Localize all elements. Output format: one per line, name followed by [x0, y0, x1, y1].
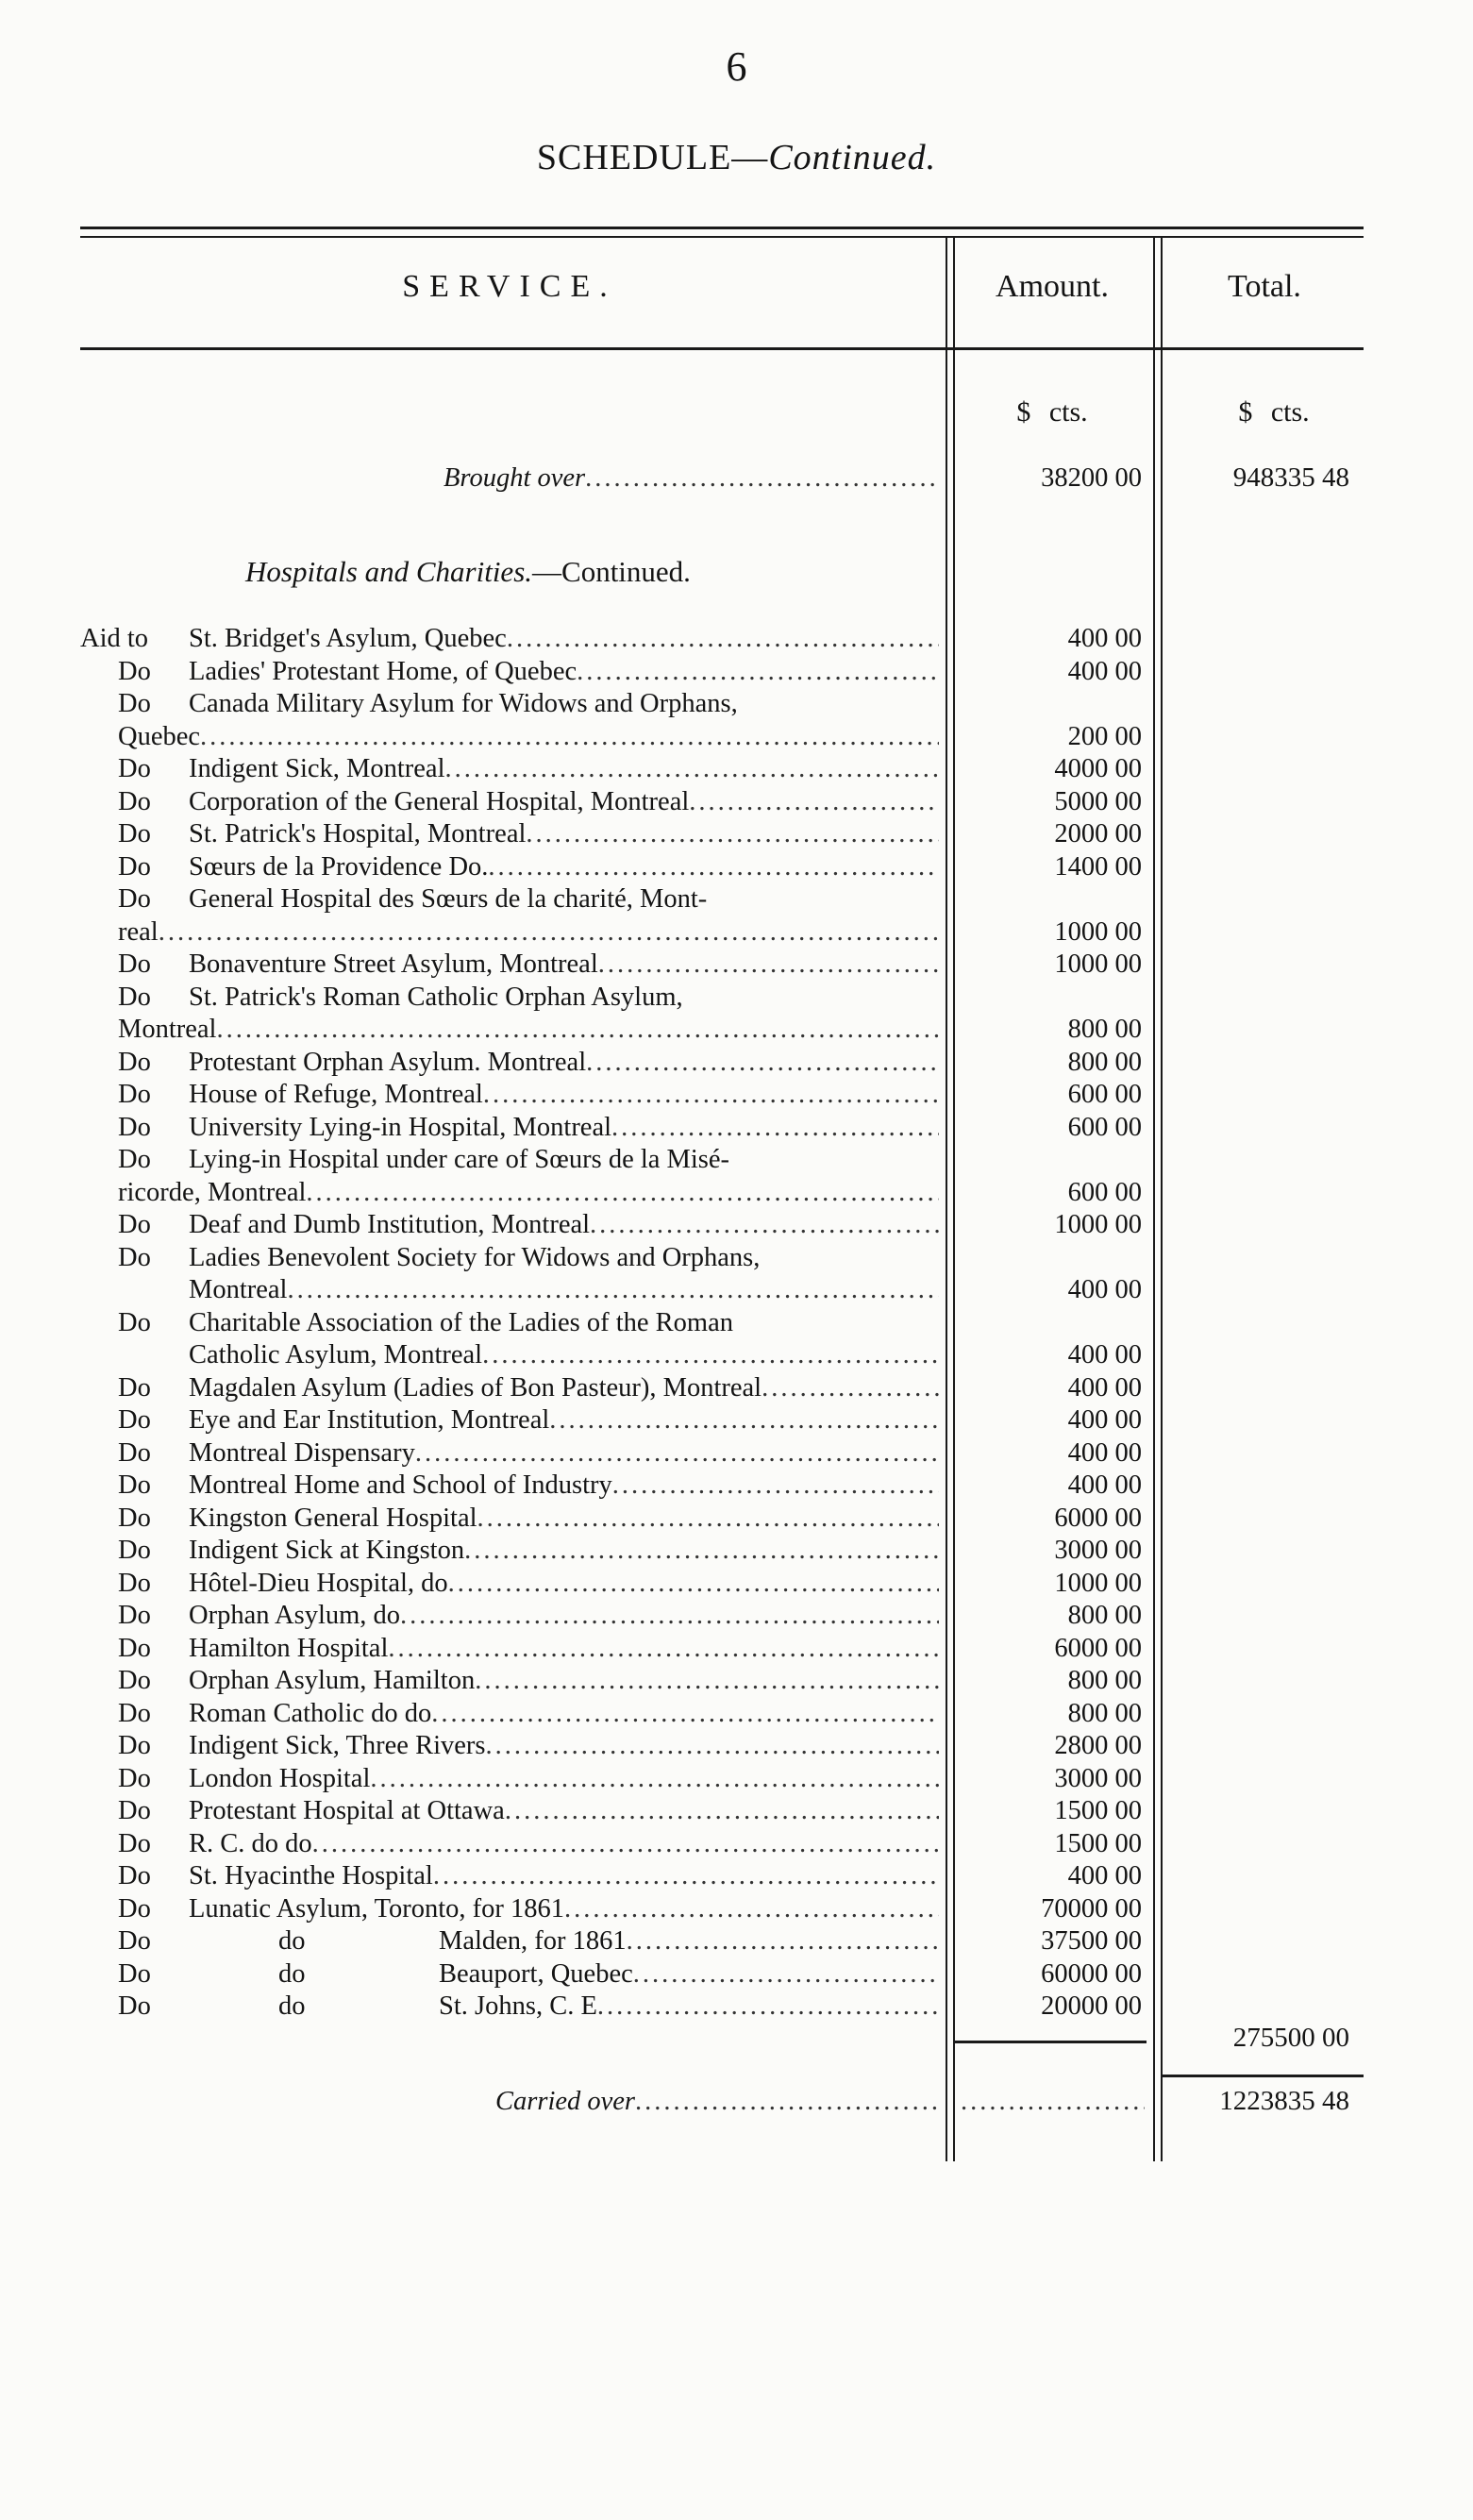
row-prefix: Do [118, 1991, 151, 2021]
row-amount: 1000 00 [1054, 949, 1142, 979]
row-prefix: Do [118, 1242, 151, 1272]
row-prefix: Do [118, 982, 151, 1012]
row-amount: 6000 00 [1054, 1503, 1142, 1533]
brought-over-amount: 38200 00 [1041, 463, 1142, 493]
row-amount: 400 00 [1067, 1861, 1142, 1890]
row-prefix: Do [118, 1731, 151, 1760]
row-amount: 400 00 [1067, 1340, 1142, 1369]
subtotal-total: 275500 00 [1232, 2023, 1349, 2053]
row-service-text: General Hospital des Sœurs de la charité, Mont- [189, 884, 708, 914]
row-amount: 800 00 [1067, 1698, 1142, 1728]
row-amount: 400 00 [1067, 624, 1142, 653]
column-header-amount: Amount. [996, 269, 1109, 304]
row-prefix: Do [118, 1145, 151, 1174]
row-prefix: Do [118, 656, 151, 686]
row-amount: 800 00 [1067, 1015, 1142, 1044]
row-prefix: Do [118, 786, 151, 816]
row-amount: 400 00 [1067, 1437, 1142, 1468]
page-number: 6 [726, 43, 747, 90]
row-service-text: real [118, 916, 159, 947]
total-units: $ cts. [1238, 396, 1310, 428]
title-main: SCHEDULE— [536, 138, 769, 177]
row-amount: 1500 00 [1054, 1796, 1142, 1825]
row-service-text: Orphan Asylum, Hamilton [189, 1666, 476, 1695]
row-amount: 1000 00 [1054, 916, 1142, 947]
row-service-text: Bonaventure Street Asylum, Montreal [189, 949, 598, 979]
row-service-text: Orphan Asylum, do [189, 1601, 401, 1630]
row-service-text: Deaf and Dumb Institution, Montreal [189, 1210, 591, 1239]
row-service-text: Lying-in Hospital under care of Sœurs de la Misé- [189, 1145, 730, 1174]
row-service-text: Indigent Sick at Kingston [189, 1536, 465, 1565]
carried-over-label: Carried over [495, 2087, 636, 2116]
row-service-text: St. Johns, C. E [439, 1991, 597, 2021]
column-header-total: Total. [1228, 269, 1301, 304]
row-service-text: Montreal Dispensary [189, 1437, 415, 1468]
row-prefix: Do [118, 1307, 151, 1337]
row-service-text: Quebec [118, 721, 201, 751]
row-prefix: Do [118, 1763, 151, 1793]
row-service-text: Lunatic Asylum, Toronto, for 1861 [189, 1893, 565, 1924]
row-service-text: Corporation of the General Hospital, Montreal [189, 786, 690, 816]
row-prefix: Do [118, 1861, 151, 1890]
row-prefix: Do [118, 1080, 151, 1109]
row-prefix: Do [118, 1698, 151, 1728]
row-service-text: Montreal [189, 1275, 288, 1304]
amount-subtotal-rule [953, 2041, 1147, 2043]
row-ditto: do [278, 1991, 306, 2021]
row-amount: 200 00 [1067, 721, 1142, 751]
row-prefix: Aid to [80, 624, 149, 653]
row-prefix: Do [118, 1666, 151, 1695]
row-prefix: Do [118, 884, 151, 914]
row-prefix: Do [118, 1796, 151, 1825]
row-service-text: Hôtel-Dieu Hospital, do [189, 1568, 448, 1598]
row-service-text: Sœurs de la Providence Do. [189, 851, 489, 882]
row-service-text: Canada Military Asylum for Widows and Orphans, [189, 689, 738, 718]
row-prefix: Do [118, 1437, 151, 1468]
row-service-text: St. Hyacinthe Hospital [189, 1861, 433, 1890]
row-prefix: Do [118, 1470, 151, 1500]
row-prefix: Do [118, 1828, 151, 1858]
row-prefix: Do [118, 851, 151, 882]
row-prefix: Do [118, 1893, 151, 1924]
row-amount: 600 00 [1067, 1177, 1142, 1207]
row-service-text: Montreal [118, 1015, 217, 1044]
row-amount: 1000 00 [1054, 1210, 1142, 1239]
row-service-text: St. Patrick's Roman Catholic Orphan Asylum, [189, 982, 683, 1012]
row-prefix: Do [118, 1926, 151, 1956]
row-amount: 400 00 [1067, 1470, 1142, 1500]
row-prefix: Do [118, 1536, 151, 1565]
row-prefix: Do [118, 1958, 151, 1989]
row-service-text: Indigent Sick, Three Rivers [189, 1731, 486, 1760]
row-amount: 37500 00 [1041, 1926, 1142, 1956]
row-prefix: Do [118, 1503, 151, 1533]
row-prefix: Do [118, 1633, 151, 1663]
row-amount: 3000 00 [1054, 1536, 1142, 1565]
title-emphasis: Continued. [768, 138, 937, 177]
row-amount: 800 00 [1067, 1047, 1142, 1077]
row-amount: 600 00 [1067, 1112, 1142, 1142]
row-service-text: St. Bridget's Asylum, Quebec [189, 624, 507, 653]
row-amount: 800 00 [1067, 1601, 1142, 1630]
table-top-rule [80, 227, 1364, 229]
total-subtotal-rule [1161, 2075, 1364, 2077]
row-service-text: Kingston General Hospital [189, 1503, 477, 1533]
row-prefix: Do [118, 1047, 151, 1077]
header-bottom-rule [80, 347, 1364, 350]
row-amount: 600 00 [1067, 1080, 1142, 1109]
section-title: Hospitals and Charities. [245, 555, 533, 588]
row-prefix: Do [118, 1112, 151, 1142]
row-prefix: Do [118, 689, 151, 718]
column-header-service: SERVICE. [402, 269, 617, 304]
row-service-text: Malden, for 1861 [439, 1926, 627, 1956]
row-service-text: Ladies Benevolent Society for Widows and Orphans, [189, 1242, 761, 1272]
row-prefix: Do [118, 1210, 151, 1239]
row-amount: 400 00 [1067, 656, 1142, 686]
row-amount: 2000 00 [1054, 819, 1142, 848]
row-service-text: Charitable Association of the Ladies of the Roman [189, 1307, 733, 1337]
row-prefix: Do [118, 819, 151, 848]
row-amount: 800 00 [1067, 1666, 1142, 1695]
row-amount: 400 00 [1067, 1405, 1142, 1435]
row-ditto: do [278, 1958, 306, 1989]
row-service-text: London Hospital [189, 1763, 371, 1793]
row-service-text: Magdalen Asylum (Ladies of Bon Pasteur), Montreal [189, 1372, 762, 1403]
row-prefix: Do [118, 754, 151, 783]
row-amount: 70000 00 [1041, 1893, 1142, 1924]
column-divider-amount-double [1161, 236, 1163, 2161]
row-service-text: University Lying-in Hospital, Montreal [189, 1112, 612, 1142]
row-amount: 1500 00 [1054, 1828, 1142, 1858]
brought-over-total: 948335 48 [1232, 462, 1349, 493]
row-service-text: House of Refuge, Montreal [189, 1080, 483, 1109]
row-service-text: Protestant Hospital at Ottawa [189, 1796, 505, 1825]
row-service-text: Eye and Ear Institution, Montreal [189, 1405, 550, 1435]
page-title [0, 137, 1473, 178]
row-service-text: St. Patrick's Hospital, Montreal [189, 819, 527, 848]
row-prefix: Do [118, 1601, 151, 1630]
row-amount: 2800 00 [1054, 1731, 1142, 1760]
row-amount: 5000 00 [1054, 786, 1142, 816]
row-service-text: Ladies' Protestant Home, of Quebec [189, 656, 577, 686]
section-heading [245, 555, 691, 589]
row-amount: 400 00 [1067, 1275, 1142, 1304]
row-service-text: Roman Catholic do do [189, 1698, 432, 1728]
row-amount: 1000 00 [1054, 1568, 1142, 1598]
column-divider-service [946, 236, 947, 2161]
column-divider-amount [1153, 236, 1155, 2161]
row-service-text: Montreal Home and School of Industry [189, 1470, 612, 1500]
row-prefix: Do [118, 1568, 151, 1598]
row-service-text: Hamilton Hospital [189, 1633, 389, 1663]
row-amount: 1400 00 [1054, 851, 1142, 882]
row-service-text: Beauport, Quebec [439, 1958, 633, 1989]
row-ditto: do [278, 1926, 306, 1956]
row-service-text: R. C. do do [189, 1828, 312, 1858]
row-amount: 60000 00 [1041, 1958, 1142, 1989]
row-amount: 4000 00 [1054, 754, 1142, 783]
row-service-text: Protestant Orphan Asylum. Montreal [189, 1047, 587, 1077]
row-prefix: Do [118, 1405, 151, 1435]
row-amount: 3000 00 [1054, 1763, 1142, 1793]
section-suffix: —Continued. [532, 555, 691, 588]
carried-over-total: 1223835 48 [1219, 2086, 1349, 2116]
amount-units: $ cts. [1016, 396, 1088, 428]
row-service-text: Indigent Sick, Montreal [189, 754, 445, 783]
row-prefix: Do [118, 949, 151, 979]
row-prefix: Do [118, 1372, 151, 1403]
table-top-rule-thin [80, 236, 1364, 238]
row-amount: 6000 00 [1054, 1633, 1142, 1663]
row-amount: 20000 00 [1041, 1991, 1142, 2021]
row-service-text: Catholic Asylum, Montreal [189, 1340, 483, 1369]
brought-over-label: Brought over [444, 463, 586, 493]
row-service-text: ricorde, Montreal [118, 1177, 307, 1207]
row-amount: 400 00 [1067, 1372, 1142, 1403]
